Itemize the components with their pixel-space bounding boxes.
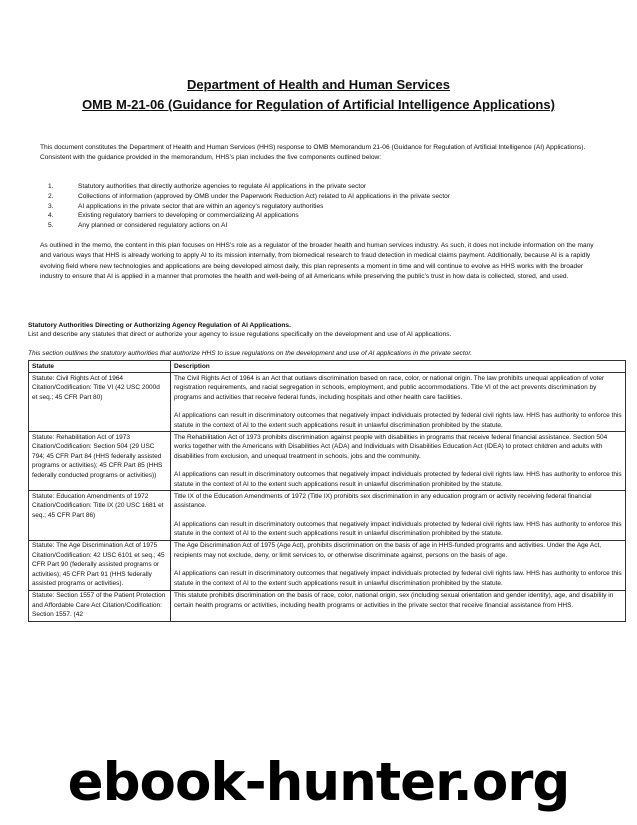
section-subheading: List and describe any statutes that direct or authorize your agency to issue regulations specifically on the development and use of AI applications.	[28, 331, 452, 338]
statute-cell: Statute: Rehabilitation Act of 1973 Citation/Codification: Section 504 (29 USC 794; 45 CFR Part 84 (HHS federally assisted programs or activities); 45 CFR Part 85 (HHS federally conducted programs or activities))	[29, 432, 171, 491]
statute-cell: Statute: Section 1557 of the Patient Protection and Affordable Care Act Citation/Codification: Section 1557. (42	[29, 590, 171, 621]
description-cell: Title IX of the Education Amendments of 1972 (Title IX) prohibits sex discrimination in any education program or activity receiving federal financial assistance. AI applications can result in discriminatory outcomes that negatively impact individuals protected by federal civil rights law. HHS has authority to enforce this statute in the context of AI to the extent such applications result in unlawful discrimination prohibited by the statute.	[171, 491, 626, 541]
list-item: 1. Statutory authorities that directly authorize agencies to regulate AI applications in the private sector	[48, 183, 367, 190]
table-header-row	[29, 361, 626, 373]
document-title: Department of Health and Human Services	[187, 77, 450, 92]
intro-paragraph: This document constitutes the Department of Health and Human Services (HHS) response to OMB Memorandum 21-06 (Guidance for Regulation of Artificial Intelligence (AI) Applications). Consistent with the guidance provided in the memorandum, HHS’s plan includes the five components outlined below:	[40, 144, 586, 162]
description-cell: The Age Discrimination Act of 1975 (Age Act), prohibits discrimination on the basis of age in HHS-funded programs and activities. Under the Age Act, recipients may not exclude, deny, or limit services to, or otherwise discriminate against, persons on the basis of age. AI applications can result in discriminatory outcomes that negatively impact individuals protected by federal civil rights law. HHS has authority to enforce this statute in the context of AI to the extent such applications result in unlawful discrimination prohibited by the statute.	[171, 540, 626, 590]
description-cell: The Rehabilitation Act of 1973 prohibits discrimination against people with disabilities in programs that receive federal financial assistance. Section 504 works together with the Americans with Disabilities Act (ADA) and Individuals with Disabilities Education Act (IDEA) to protect children and adults with disabilities from exclusion, and unequal treatment in schools, jobs and the community. AI applications can result in discriminatory outcomes that negatively impact individuals protected by federal civil rights law. HHS has authority to enforce this statute in the context of AI to the extent such applications result in unlawful discrimination prohibited by the statute.	[171, 432, 626, 491]
list-item: 5. Any planned or considered regulatory actions on AI	[48, 222, 228, 230]
section-note: This section outlines the statutory authorities that authorize HHS to issue regulations on the development and use of AI applications in the private sector.	[28, 350, 473, 357]
table-row	[29, 491, 626, 541]
column-header-statute: Statute	[29, 361, 171, 373]
column-header-description: Description	[171, 361, 626, 373]
table-row	[29, 373, 626, 432]
table-row	[29, 590, 626, 621]
statutes-table	[28, 360, 626, 622]
table-row	[29, 432, 626, 491]
description-cell: This statute prohibits discrimination on the basis of race, color, national origin, sex (including sexual orientation and gender identity), age, and disability in certain health programs or activities, including health programs or activities in the private sector that receive financial assistance from HHS.	[171, 590, 626, 621]
statute-cell: Statute: Education Amendments of 1972 Citation/Codification: Title IX (20 USC 1681 et seq.; 45 CFR Part 86)	[29, 491, 171, 541]
section-heading: Statutory Authorities Directing or Authorizing Agency Regulation of AI Applications.	[28, 322, 291, 329]
description-cell: The Civil Rights Act of 1964 is an Act that outlaws discrimination based on race, color, or national origin. The law prohibits unequal application of voter registration requirements, and racial segregation in schools, employment, and public accommodations. Title VI of the act prevents discrimination by programs and activities that receive federal funds, including hospitals and other health care facilities. AI applications can result in discriminatory outcomes that negatively impact individuals protected by federal civil rights law. HHS has authority to enforce this statute in the context of AI to the extent such applications result in unlawful discrimination prohibited by the statute.	[171, 373, 626, 432]
list-item: 2. Collections of information (approved by OMB under the Paperwork Reduction Act) related to AI applications in the private sector	[48, 192, 451, 200]
document-subtitle: OMB M-21-06 (Guidance for Regulation of Artificial Intelligence Applications)	[82, 97, 555, 112]
list-item: 4. Existing regulatory barriers to developing or commercializing AI applications	[48, 212, 299, 220]
watermark-text: ebook-hunter.org	[67, 752, 570, 813]
components-list	[48, 182, 588, 231]
table-row	[29, 540, 626, 590]
scope-paragraph: As outlined in the memo, the content in this plan focuses on HHS’s role as a regulator of the broader health and human services industry. As such, it does not include information on the many and various ways that HHS is already working to apply AI to its mission internally, from biomedical research to fraud detection in medical claims payment. Additionally, because AI is a rapidly evolving field where new technologies and applications are being developed almost daily, this plan represents a moment in time and will continue to evolve as HHS works with the broader industry to ensure that AI is applied in a manner that promotes the health and well-being of all Americans while preserving the public’s trust in how data is collected, stored, and used.	[40, 242, 594, 281]
statute-cell: Statute: Civil Rights Act of 1964 Citation/Codification: Title VI (42 USC 2000d et seq.; 45 CFR Part 80)	[29, 373, 171, 432]
statute-cell: Statute: The Age Discrimination Act of 1975 Citation/Codification: 42 USC 6101 et seq.; 45 CFR Part 90 (federally assisted programs or activities); 45 CFR Part 91 (HHS federally assisted programs or activities).	[29, 540, 171, 590]
list-item: 3. AI applications in the private sector that are within an agency’s regulatory authorities	[48, 202, 324, 210]
